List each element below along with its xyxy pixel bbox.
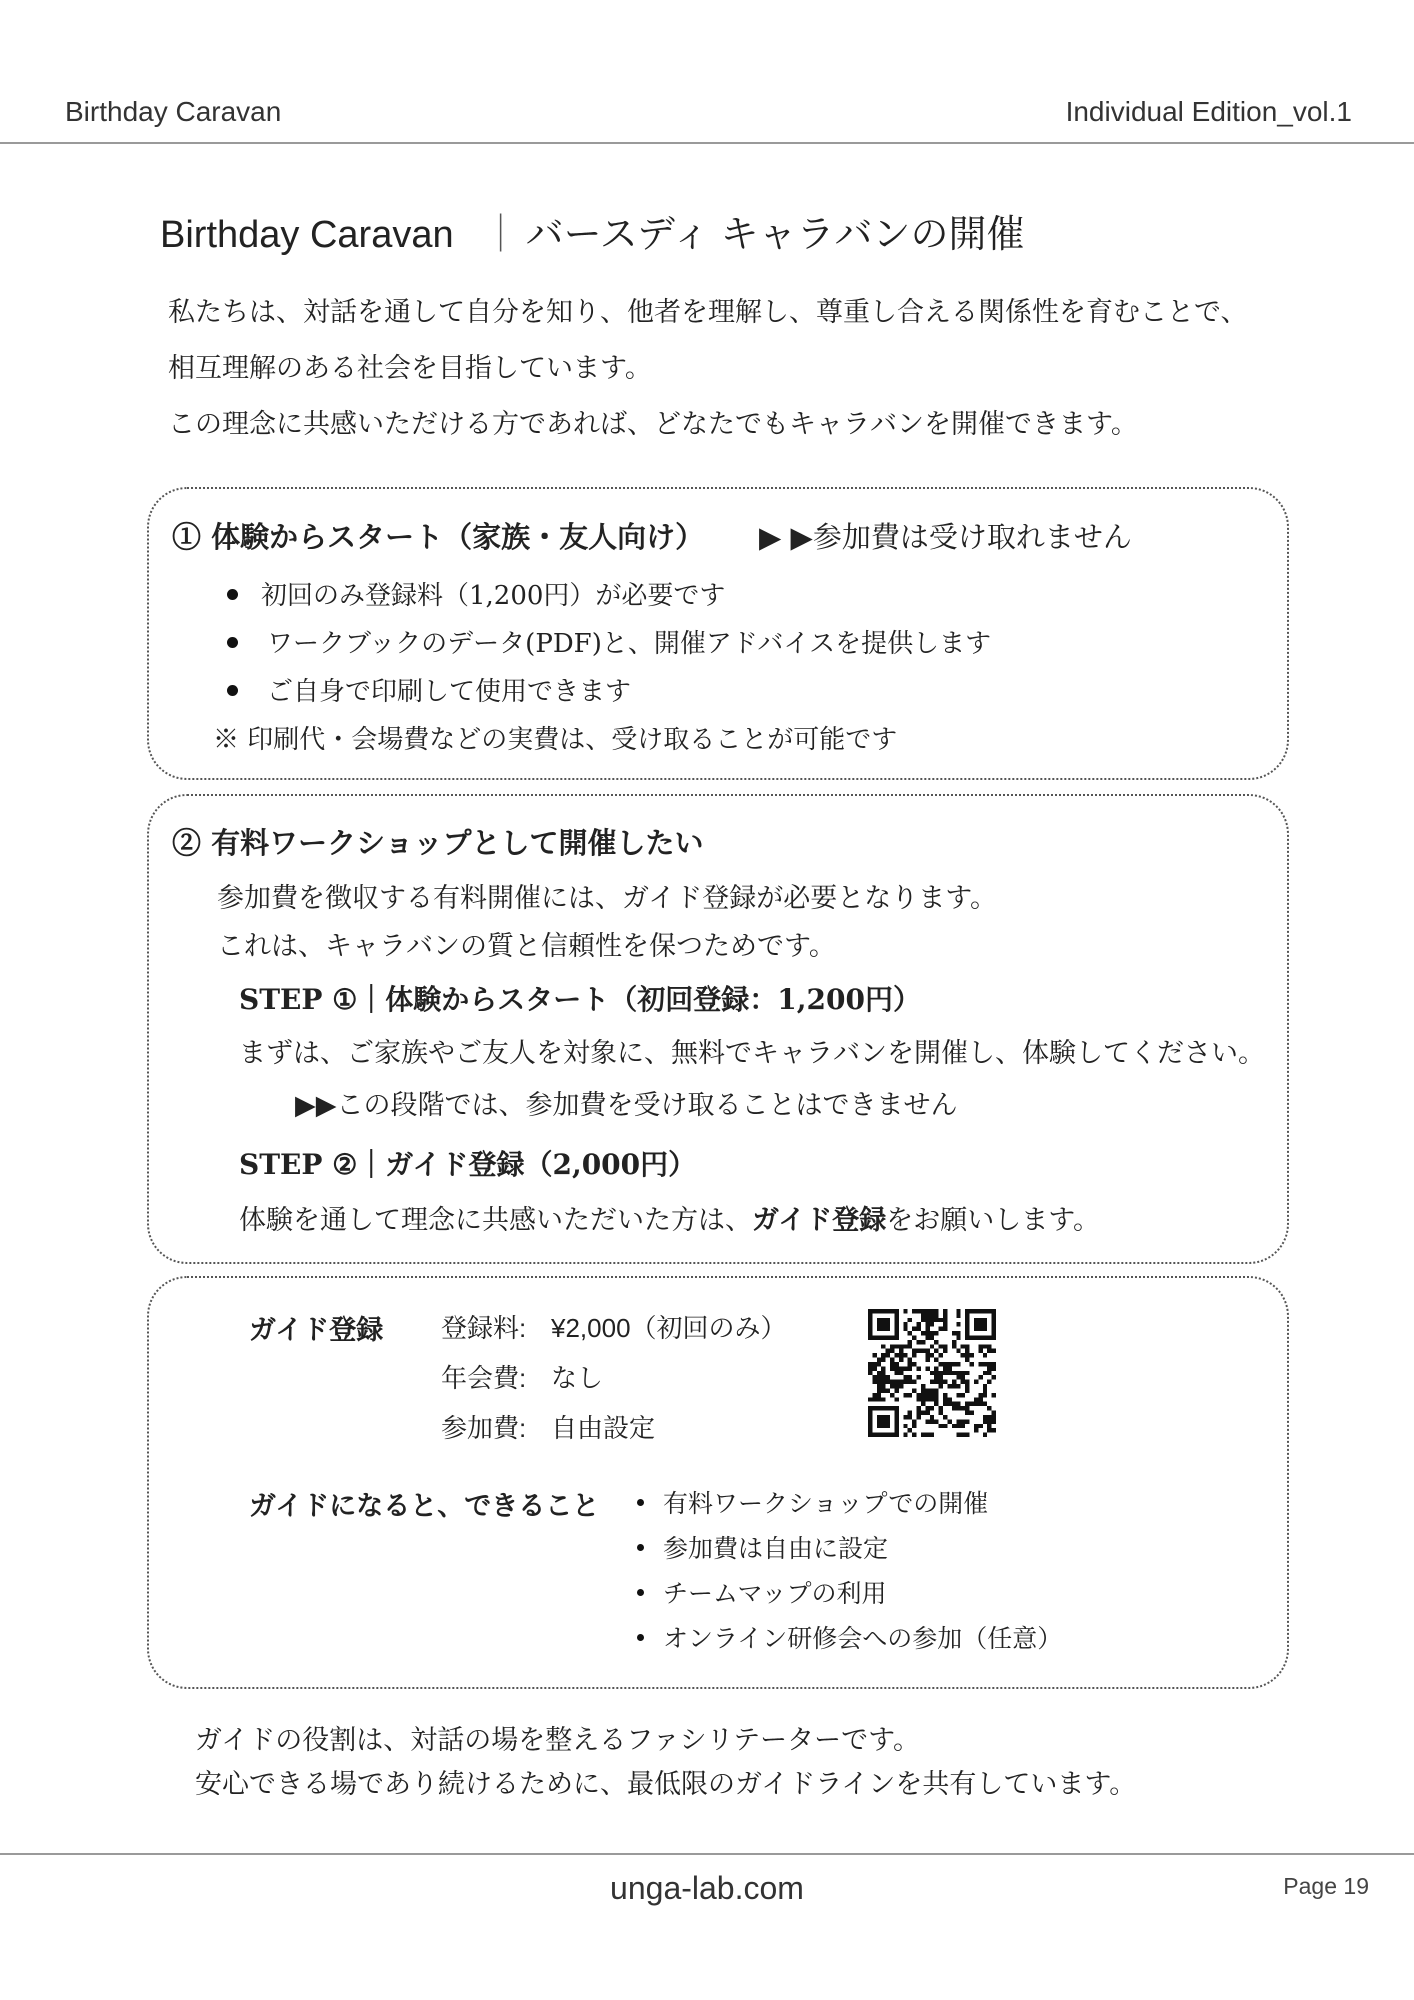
header-edition: Individual Edition_vol.1	[1065, 96, 1352, 127]
fee-annual-name: 年会費:	[441, 1363, 527, 1393]
page-title-english: Birthday Caravan	[160, 214, 454, 256]
guide-benefit-3: チームマップの利用	[663, 1580, 887, 1608]
closing-line-2: 安心できる場であり続けるために、最低限のガイドラインを共有しています。	[195, 1769, 1137, 1800]
footer-page-number: Page 19	[1283, 1873, 1369, 1899]
step1-text: まずは、ご家族やご友人を対象に、無料でキャラバンを開催し、体験してください。	[239, 1038, 1265, 1069]
page-title-japanese: バースディ キャラバンの開催	[525, 214, 1025, 256]
section-experience-box	[147, 487, 1289, 780]
bullet-icon	[637, 1589, 644, 1596]
step2-text-bold: ガイド登録	[752, 1205, 887, 1236]
bullet-icon	[637, 1544, 644, 1551]
footer-site-link[interactable]: unga-lab.com	[610, 1870, 804, 1906]
fee-participation-name: 参加費:	[441, 1413, 527, 1443]
step2-text	[239, 1198, 1100, 1237]
step1-label: STEP ①｜体験からスタート（初回登録：1,200円）	[239, 983, 921, 1016]
qr-code-icon[interactable]	[868, 1309, 996, 1437]
bullet-icon	[637, 1634, 644, 1641]
guide-benefit-2: 参加費は自由に設定	[663, 1535, 889, 1563]
section-paid-line-2: これは、キャラバンの質と信頼性を保つためです。	[217, 931, 836, 962]
intro-line-1: 私たちは、対話を通して自分を知り、他者を理解し、尊重し合える関係性を育むことで、	[168, 297, 1248, 328]
fee-participation-value: 自由設定	[551, 1413, 656, 1443]
section-experience-note: ▶ ▶参加費は受け取れません	[759, 520, 1132, 554]
header-divider	[0, 142, 1414, 144]
page-title-separator: ｜	[481, 212, 520, 256]
fee-annual-value: なし	[551, 1363, 604, 1393]
guide-registration-label: ガイド登録	[249, 1315, 384, 1346]
bullet-icon	[637, 1499, 644, 1506]
step1-note: ▶▶この段階では、参加費を受け取ることはできません	[295, 1090, 958, 1121]
footer-divider	[0, 1853, 1414, 1855]
section-experience-bullet-3: ご自身で印刷して使用できます	[267, 677, 632, 707]
header-left-title: Birthday Caravan	[65, 96, 282, 127]
intro-line-2: 相互理解のある社会を目指しています。	[168, 353, 652, 384]
section-paid-heading: ② 有料ワークショップとして開催したい	[172, 826, 704, 860]
closing-line-1: ガイドの役割は、対話の場を整えるファシリテーターです。	[195, 1725, 920, 1756]
fee-registration-name: 登録料:	[441, 1313, 527, 1343]
step2-text-after: をお願いします。	[886, 1205, 1101, 1236]
page-title	[160, 203, 1024, 258]
intro-line-3: この理念に共感いただける方であれば、どなたでもキャラバンを開催できます。	[168, 409, 1138, 440]
fee-registration-value: ¥2,000（初回のみ）	[551, 1313, 787, 1343]
section-paid-line-1: 参加費を徴収する有料開催には、ガイド登録が必要となります。	[217, 883, 998, 914]
section-paid-workshop-box	[147, 794, 1289, 1264]
section-experience-heading: ① 体験からスタート（家族・友人向け）	[172, 520, 705, 554]
guide-benefits-label: ガイドになると、できること	[249, 1491, 600, 1522]
section-guide-registration-box	[147, 1276, 1289, 1689]
bullet-icon	[227, 637, 238, 648]
section-experience-bullet-2: ワークブックのデータ(PDF)と、開催アドバイスを提供します	[267, 629, 992, 659]
guide-benefit-4: オンライン研修会への参加（任意）	[663, 1625, 1063, 1653]
section-experience-bullet-1: 初回のみ登録料（1,200円）が必要です	[261, 581, 726, 611]
section-experience-remark: ※ 印刷代・会場費などの実費は、受け取ることが可能です	[213, 725, 898, 755]
step2-text-before: 体験を通して理念に共感いただいた方は、	[239, 1205, 752, 1236]
bullet-icon	[227, 589, 238, 600]
bullet-icon	[227, 685, 238, 696]
guide-benefit-1: 有料ワークショップでの開催	[663, 1490, 989, 1518]
step2-label: STEP ②｜ガイド登録（2,000円）	[239, 1148, 697, 1181]
